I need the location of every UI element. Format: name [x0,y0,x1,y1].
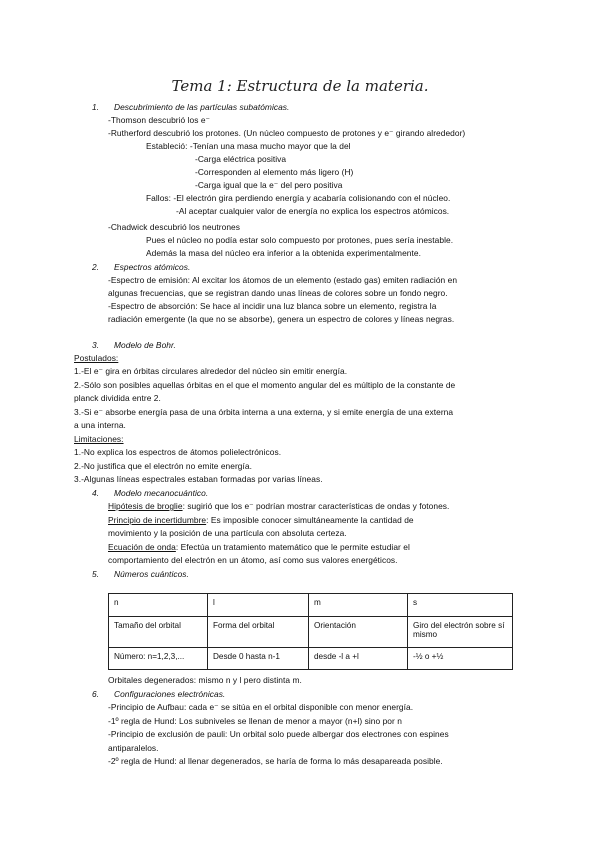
quantum-numbers-table [108,593,513,670]
text-line: -Carga igual que la e⁻ del pero positiva [195,180,343,190]
table-cell: Giro del electrón sobre sí mismo [408,617,513,648]
text-line: Estableció: -Tenían una masa mucho mayor que la del [146,141,351,151]
text-line: 2.-No justifica que el electrón no emite energía. [74,461,252,471]
table-cell: desde -l a +l [309,648,408,670]
section-3-heading [92,339,176,351]
text-line: 3.-Algunas líneas espectrales estaban formadas por varias líneas. [74,474,323,484]
text-line: -Corresponden al elemento más ligero (H) [195,167,354,177]
text-line: -Chadwick descubrió los neutrones [108,222,240,232]
table-header-cell: s [408,594,513,617]
table-header-cell: l [208,594,309,617]
table-cell: Forma del orbital [208,617,309,648]
table-row [109,617,513,648]
text-line: -Principio de exclusión de pauli: Un orbital solo puede albergar dos electrones con espines [108,729,449,739]
text-line: 1.-El e⁻ gira en órbitas circulares alrededor del núcleo sin emitir energía. [74,366,348,376]
section-number: 5. [92,569,100,579]
term-text: : sugirió que los e⁻ podrían mostrar características de ondas y fotones. [182,501,450,511]
table-cell: Orientación [309,617,408,648]
section-title: Modelo de Bohr. [114,340,176,350]
table-cell: Número: n=1,2,3,... [109,648,208,670]
text-line [108,500,449,512]
text-line: antiparalelos. [108,743,159,753]
text-line: planck dividida entre 2. [74,393,161,403]
term-text: : Es imposible conocer simultáneamente la cantidad de [206,515,414,525]
text-line: -2º regla de Hund: al llenar degenerados, se haría de forma lo más desapareada posible. [108,756,443,766]
text-line: -Thomson descubrió los e⁻ [108,115,211,125]
table-cell: -½ o +½ [408,648,513,670]
section-title: Modelo mecanocuántico. [114,488,209,498]
text-line: a una interna. [74,420,126,430]
term-text: : Efectúa un tratamiento matemático que le permite estudiar el [175,542,410,552]
text-line: -1º regla de Hund: Los subniveles se llenan de menor a mayor (n+l) sino por n [108,716,402,726]
text-line: -Carga eléctrica positiva [195,154,287,164]
section-title: Descubrimiento de las partículas subatómicas. [114,102,290,112]
section-number: 4. [92,488,100,498]
text-line: algunas frecuencias, que se registran dando unas líneas de colores sobre un fondo negro. [108,288,448,298]
text-line [108,514,414,526]
table-note: Orbitales degenerados: mismo n y l pero distinta m. [108,675,302,685]
term-label: Ecuación de onda [108,542,176,552]
text-line: movimiento y la posición de una partícula con absoluta certeza. [108,528,347,538]
text-line: -Al aceptar cualquier valor de energía no explica los espectros atómicos. [176,206,450,216]
table-header-cell: m [309,594,408,617]
text-line: radiación emergente (la que no se absorbe), genera un espectro de colores y líneas negras. [108,314,455,324]
section-title: Espectros atómicos. [114,262,191,272]
limitaciones-heading: Limitaciones: [74,434,124,444]
section-title: Números cuánticos. [114,569,189,579]
text-line: Además la masa del núcleo era inferior a la obtenida experimentalmente. [146,248,421,258]
text-line: -Espectro de emisión: Al excitar los átomos de un elemento (estado gas) emiten radiación en [108,275,458,285]
term-label: Principio de incertidumbre [108,515,207,525]
table-cell: Desde 0 hasta n-1 [208,648,309,670]
text-line: comportamiento del electrón en un átomo, así como sus valores energéticos. [108,555,398,565]
term-label: Hipótesis de broglie [108,501,183,511]
section-number: 6. [92,689,100,699]
section-2-heading [92,261,190,273]
text-line: 3.-Si e⁻ absorbe energía pasa de una órbita interna a una externa, y si emite energía de una externa [74,407,454,417]
section-4-heading [92,487,208,499]
page-title: Tema 1: Estructura de la materia. [171,77,429,95]
section-1-heading [92,101,289,113]
text-line [108,541,410,553]
section-number: 3. [92,340,100,350]
table-row [109,594,513,617]
section-number: 1. [92,102,100,112]
section-5-heading [92,568,189,580]
table-row [109,648,513,670]
section-number: 2. [92,262,100,272]
section-title: Configuraciones electrónicas. [114,689,226,699]
text-line: Pues el núcleo no podía estar solo compuesto por protones, pues sería inestable. [146,235,454,245]
text-line: 2.-Sólo son posibles aquellas órbitas en el que el momento angular del es múltiplo de la constante de [74,380,456,390]
postulados-heading: Postulados: [74,353,119,363]
text-line: Fallos: -El electrón gira perdiendo energía y acabaría colisionando con el núcleo. [146,193,451,203]
text-line: -Principio de Aufbau: cada e⁻ se sitúa en el orbital disponible con menor energía. [108,702,414,712]
text-line: -Rutherford descubrió los protones. (Un núcleo compuesto de protones y e⁻ girando alrededor) [108,128,466,138]
text-line: 1.-No explica los espectros de átomos polielectrónicos. [74,447,282,457]
table-cell: Tamaño del orbital [109,617,208,648]
table-header-cell: n [109,594,208,617]
text-line: -Espectro de absorción: Se hace al incidir una luz blanca sobre un elemento, registra la [108,301,437,311]
section-6-heading [92,688,225,700]
